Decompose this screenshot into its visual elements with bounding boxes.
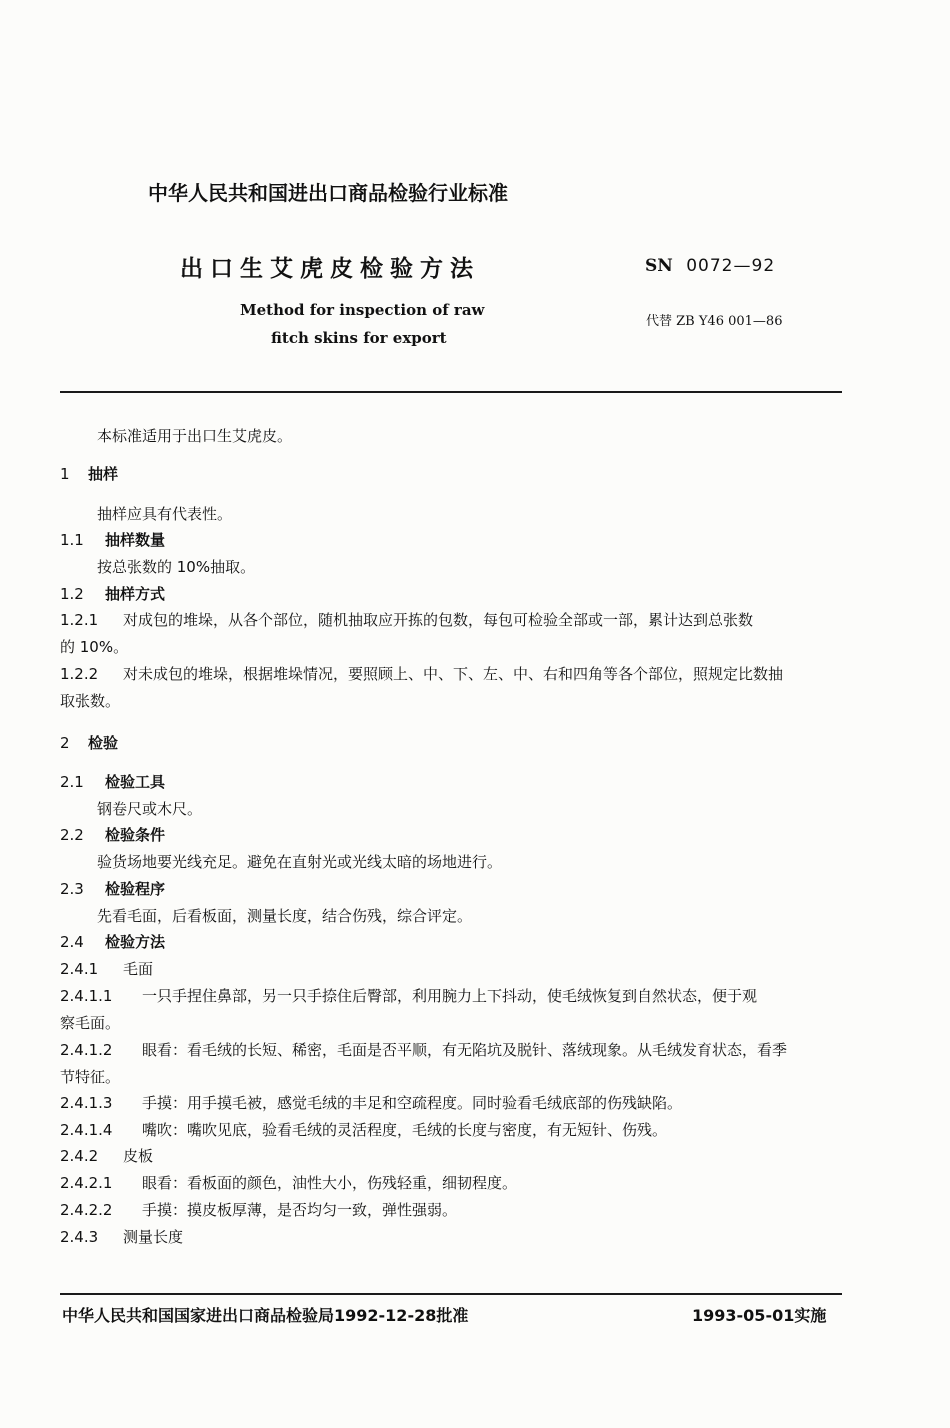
- section-title: 检验方法: [105, 933, 166, 951]
- replaces-standard: 代替 ZB Y46 001—86: [646, 314, 783, 329]
- section-title: 毛面: [123, 960, 154, 978]
- section-number: 1.2: [60, 585, 84, 603]
- section-2-2-text: 验货场地要光线充足。避免在直射光或光线太暗的场地进行。: [97, 853, 503, 871]
- section-2-4-2-2: [60, 1200, 457, 1220]
- section-2-4-1-3: [60, 1093, 682, 1113]
- section-1-2-1-line-2: 的 10%。: [60, 638, 129, 656]
- standard-number: 0072—92: [686, 256, 776, 276]
- section-2-4-1-1-line-2: 察毛面。: [60, 1014, 121, 1032]
- section-number: 2.4: [60, 933, 84, 951]
- section-2-4-heading: [60, 932, 165, 952]
- effective-date: 1993-05-01实施: [692, 1306, 827, 1325]
- section-number: 2.4.2.2: [60, 1201, 113, 1219]
- doc-title: 出口生艾虎皮检验方法: [180, 256, 480, 282]
- section-number: 2.1: [60, 773, 84, 791]
- section-2-4-1-4: [60, 1120, 667, 1140]
- section-2-heading: [60, 733, 118, 753]
- paragraph-text: 眼看：看毛绒的长短、稀密，毛面是否平顺，有无陷坑及脱针、落绒现象。从毛绒发育状态，看季: [142, 1041, 788, 1059]
- intro-paragraph: 本标准适用于出口生艾虎皮。: [97, 427, 293, 445]
- section-1-2-heading: [60, 584, 165, 604]
- paragraph-text: 眼看：看板面的颜色，油性大小，伤残轻重，细韧程度。: [142, 1174, 518, 1192]
- paragraph-text: 一只手捏住鼻部，另一只手捺住后臀部，利用腕力上下抖动，使毛绒恢复到自然状态，便于观: [142, 987, 758, 1005]
- section-number: 2.4.1.1: [60, 987, 113, 1005]
- section-2-4-1-1-line-1: [60, 986, 757, 1006]
- section-2-4-1-2-line-2: 节特征。: [60, 1068, 121, 1086]
- section-title: 检验条件: [105, 826, 166, 844]
- section-title: 抽样: [88, 465, 119, 483]
- section-number: 2.4.1.4: [60, 1121, 113, 1139]
- section-title: 检验程序: [105, 880, 166, 898]
- section-2-4-2-heading: [60, 1146, 153, 1166]
- section-1-2-2-line-1: [60, 664, 783, 684]
- section-number: 1.2.1: [60, 611, 99, 629]
- section-number: 2: [60, 734, 70, 752]
- header-divider: [60, 391, 842, 393]
- section-2-3-heading: [60, 879, 165, 899]
- section-number: 1.1: [60, 531, 84, 549]
- paragraph-text: 对未成包的堆垛，根据堆垛情况，要照顾上、中、下、左、中、右和四角等各个部位，照规定比数抽: [123, 665, 784, 683]
- standard-code: [645, 256, 775, 276]
- section-number: 2.4.1.3: [60, 1094, 113, 1112]
- paragraph-text: 嘴吹：嘴吹见底，验看毛绒的灵活程度，毛绒的长度与密度，有无短针、伤残。: [142, 1121, 668, 1139]
- section-2-3-text: 先看毛面，后看板面，测量长度，结合伤残，综合评定。: [97, 907, 473, 925]
- paragraph-text: 对成包的堆垛，从各个部位，随机抽取应开拣的包数，每包可检验全部或一部，累计达到总张数: [123, 611, 754, 629]
- section-number: 2.4.3: [60, 1228, 99, 1246]
- section-2-4-2-1: [60, 1173, 517, 1193]
- section-number: 2.4.2.1: [60, 1174, 113, 1192]
- approval-line: 中华人民共和国国家进出口商品检验局1992-12-28批准: [62, 1306, 469, 1325]
- section-number: 2.4.2: [60, 1147, 99, 1165]
- section-2-4-3-heading: [60, 1227, 183, 1247]
- section-1-text: 抽样应具有代表性。: [97, 505, 233, 523]
- section-1-1-heading: [60, 530, 165, 550]
- section-2-4-1-2-line-1: [60, 1040, 787, 1060]
- section-number: 2.4.1.2: [60, 1041, 113, 1059]
- english-subtitle-line-2: fitch skins for export: [271, 329, 447, 347]
- section-title: 抽样数量: [105, 531, 166, 549]
- section-number: 2.3: [60, 880, 84, 898]
- section-2-1-heading: [60, 772, 165, 792]
- section-number: 1: [60, 465, 70, 483]
- org-title: 中华人民共和国进出口商品检验行业标准: [148, 181, 508, 205]
- paragraph-text: 手摸：摸皮板厚薄，是否均匀一致，弹性强弱。: [142, 1201, 458, 1219]
- section-number: 2.4.1: [60, 960, 99, 978]
- section-2-4-1-heading: [60, 959, 153, 979]
- section-1-2-1-line-1: [60, 610, 753, 630]
- section-number: 1.2.2: [60, 665, 99, 683]
- standard-prefix: SN: [645, 256, 673, 276]
- section-number: 2.2: [60, 826, 84, 844]
- section-title: 检验工具: [105, 773, 166, 791]
- section-title: 检验: [88, 734, 119, 752]
- section-2-2-heading: [60, 825, 165, 845]
- section-1-1-text: 按总张数的 10%抽取。: [97, 558, 256, 576]
- section-title: 皮板: [123, 1147, 154, 1165]
- section-title: 测量长度: [123, 1228, 184, 1246]
- section-1-heading: [60, 464, 118, 484]
- paragraph-text: 手摸：用手摸毛被，感觉毛绒的丰足和空疏程度。同时验看毛绒底部的伤残缺陷。: [142, 1094, 683, 1112]
- section-2-1-text: 钢卷尺或木尺。: [97, 800, 203, 818]
- section-title: 抽样方式: [105, 585, 166, 603]
- section-1-2-2-line-2: 取张数。: [60, 692, 121, 710]
- footer-divider: [60, 1293, 842, 1295]
- english-subtitle-line-1: Method for inspection of raw: [240, 301, 485, 319]
